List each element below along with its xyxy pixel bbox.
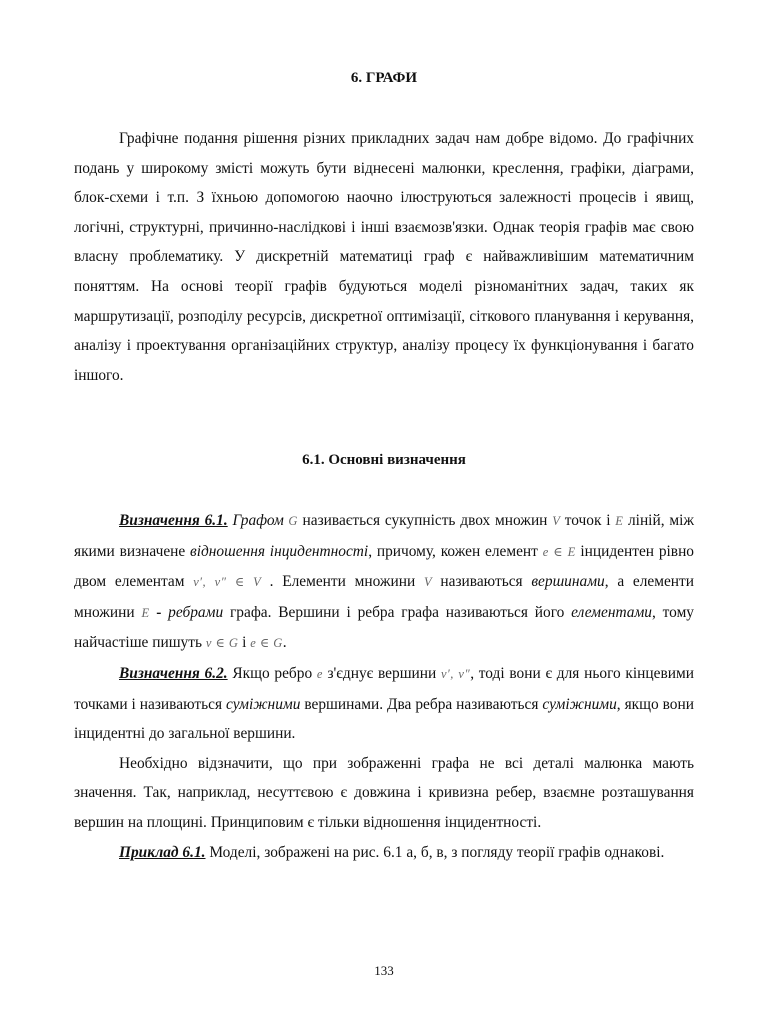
definitions-block	[74, 506, 694, 867]
term-adjacent-2: суміжними	[542, 695, 617, 713]
definition-6-1: Визначення 6.1. Графом G називається сукупність двох множин V точок і E ліній, між якими визначене відношення інцидентності, причому, кожен елемент e ∈ E інцидентен рівно двом елементам v′, v″ ∈ V . Елементи множини V називаються вершинами, а елементи множини E - ребрами графа. Вершини і ребра графа називаються його елементами, тому найчастіше пишуть v ∈ G і e ∈ G.	[74, 512, 695, 652]
math-e-in-E: e ∈ E	[542, 544, 581, 559]
definition-6-2: Визначення 6.2. Якщо ребро e з'єднує вершини v′, v″, тоді вони є для нього кінцевими точками і називаються суміжними вершинами. Два ребра називаються суміжними, якщо вони інцидентні до загальної вершини.	[74, 664, 694, 743]
math-E-2: E	[141, 605, 157, 620]
definition-6-2-heading: Визначення 6.2.	[119, 664, 228, 682]
math-v-in-G: v ∈ G	[205, 636, 243, 651]
math-v-in-V: v′, v″ ∈ V	[193, 575, 270, 590]
term-elements: елементами	[571, 603, 652, 621]
term-incidence: відношення інцидентності	[190, 542, 369, 560]
math-G: G	[283, 514, 303, 528]
term-edges: ребрами	[168, 603, 224, 621]
math-V-2: V	[423, 575, 441, 590]
term-adjacent: суміжними	[225, 695, 301, 713]
math-edge-e: e	[316, 666, 328, 681]
math-v-pair: v′, v″	[441, 666, 471, 681]
intro-paragraph: Графічне подання рішення різних прикладних задач нам добре відомо. До графічних подань у широкому змісті можуть бути віднесені малюнки, креслення, графіки, діаграми, блок-схеми і т.п. З їхньою допомогою наочно ілюструються залежності процесів і явищ, логічні, структурні, причинно-наслідкові і інші взаємозв'язки. Однак теорія графів має свою власну проблематику. У дискретній математиці граф є найважливішим математичним поняттям. На основі теорії графів будуються моделі різноманітних задач, таких як маршрутизації, розподілу ресурсів, дискретної оптимізації, сіткового планування і керування, аналізу і проектування організаційних структур, аналізу процесу їх функціонування і багато іншого.	[74, 130, 694, 384]
math-E: E	[615, 514, 628, 528]
math-e-in-G: e ∈ G	[250, 636, 283, 651]
chapter-title: 6. ГРАФИ	[350, 70, 418, 86]
example-6-1-heading: Приклад 6.1.	[119, 843, 206, 861]
math-V: V	[552, 514, 565, 528]
page-number: 133	[374, 963, 394, 978]
intro-block	[74, 124, 694, 390]
example-6-1: Приклад 6.1. Моделі, зображені на рис. 6.1 а, б, в, з погляду теорії графів однакові.	[119, 843, 665, 861]
term-vertices: вершинами	[531, 573, 605, 591]
definition-6-1-heading: Визначення 6.1.	[119, 512, 228, 529]
section-title: 6.1. Основні визначення	[302, 452, 466, 468]
note-paragraph: Необхідно відзначити, що при зображенні графа не всі деталі малюнка мають значення. Так, наприклад, несуттєвою є довжина і кривизна ребер, взаємне розташування вершин на площині. Принциповим є тільки відношення інцидентності.	[74, 754, 694, 831]
term-graph: Графом	[232, 512, 284, 529]
